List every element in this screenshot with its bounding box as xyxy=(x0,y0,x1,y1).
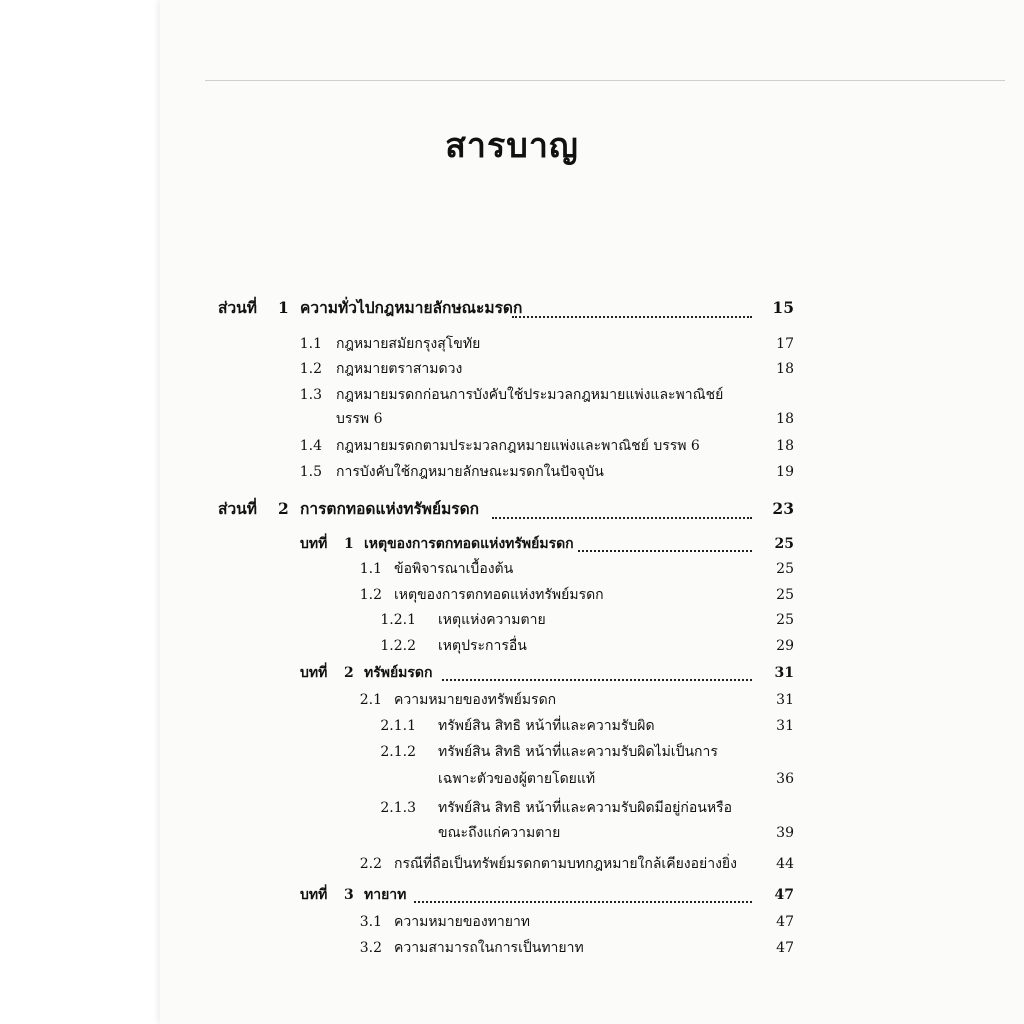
toc-page: 25 xyxy=(776,612,794,628)
toc-number: 2.2 xyxy=(359,856,382,872)
toc-title: ความหมายของทายาท xyxy=(394,914,531,930)
chapter-number: 2 xyxy=(344,665,354,681)
toc-title: ทรัพย์สิน สิทธิ หน้าที่และความรับผิดไม่เป็นการ xyxy=(438,744,718,760)
toc-title: กฎหมายสมัยกรุงสุโขทัย xyxy=(336,336,481,352)
toc-number: 1.4 xyxy=(299,438,322,454)
toc-title-cont: บรรพ 6 xyxy=(336,411,383,427)
toc-page: 31 xyxy=(776,692,794,708)
page-title: สารบาญ xyxy=(445,126,579,166)
header-rule xyxy=(205,80,1005,81)
toc-title: กฎหมายมรดกก่อนการบังคับใช้ประมวลกฎหมายแพ่งและพาณิชย์ xyxy=(336,387,724,403)
section-page: 23 xyxy=(772,499,794,518)
toc-page: 47 xyxy=(776,940,794,956)
toc-title-cont: ขณะถึงแก่ความตาย xyxy=(438,825,561,841)
toc-title: ความสามารถในการเป็นทายาท xyxy=(394,940,584,956)
toc-title: เหตุของการตกทอดแห่งทรัพย์มรดก xyxy=(394,587,604,603)
toc-title: ทรัพย์สิน สิทธิ หน้าที่และความรับผิดมีอยู่ก่อนหรือ xyxy=(438,800,732,816)
chapter-title: เหตุของการตกทอดแห่งทรัพย์มรดก xyxy=(364,536,574,552)
toc-number: 1.2 xyxy=(359,587,382,603)
chapter-number: 1 xyxy=(344,536,354,552)
section-title: ความทั่วไปกฎหมายลักษณะมรดก xyxy=(300,298,523,317)
toc-title: กฎหมายตราสามดวง xyxy=(336,361,463,377)
chapter-page: 25 xyxy=(774,536,794,552)
toc-page: 36 xyxy=(776,771,794,787)
toc-number: 2.1.2 xyxy=(380,744,416,760)
chapter-title: ทรัพย์มรดก xyxy=(364,665,433,681)
toc-page: 18 xyxy=(776,438,794,454)
toc-title: ข้อพิจารณาเบื้องต้น xyxy=(394,561,514,577)
leader-dots xyxy=(414,901,752,903)
toc-number: 1.2 xyxy=(299,361,322,377)
toc-number: 1.2.2 xyxy=(380,638,416,654)
section-number: 2 xyxy=(278,499,289,518)
toc-number: 1.1 xyxy=(299,336,322,352)
chapter-page: 47 xyxy=(774,887,794,903)
toc-number: 2.1.3 xyxy=(380,800,416,816)
toc-title: ทรัพย์สิน สิทธิ หน้าที่และความรับผิด xyxy=(438,718,655,734)
toc-page: 39 xyxy=(776,825,794,841)
toc-title: กรณีที่ถือเป็นทรัพย์มรดกตามบทกฎหมายใกล้เคียงอย่างยิ่ง xyxy=(394,856,737,872)
toc-page: 31 xyxy=(776,718,794,734)
leader-dots xyxy=(442,679,752,681)
section-title: การตกทอดแห่งทรัพย์มรดก xyxy=(300,499,480,518)
leader-dots xyxy=(512,316,752,318)
leader-dots xyxy=(578,550,752,552)
toc-number: 1.2.1 xyxy=(380,612,416,628)
toc-page: 25 xyxy=(776,587,794,603)
toc-page: 29 xyxy=(776,638,794,654)
toc-number: 1.1 xyxy=(359,561,382,577)
toc-page: 18 xyxy=(776,361,794,377)
toc-number: 1.5 xyxy=(299,464,322,480)
toc-page: 44 xyxy=(776,856,794,872)
chapter-number: 3 xyxy=(344,887,354,903)
chapter-label: บทที่ xyxy=(300,536,328,552)
toc-number: 2.1 xyxy=(359,692,382,708)
toc-page: 47 xyxy=(776,914,794,930)
toc-page: 18 xyxy=(776,411,794,427)
chapter-label: บทที่ xyxy=(300,665,328,681)
toc-title-cont: เฉพาะตัวของผู้ตายโดยแท้ xyxy=(438,771,596,787)
leader-dots xyxy=(492,517,752,519)
toc-number: 2.1.1 xyxy=(380,718,416,734)
chapter-title: ทายาท xyxy=(364,887,407,903)
toc-title: เหตุแห่งความตาย xyxy=(438,612,546,628)
toc-title: การบังคับใช้กฎหมายลักษณะมรดกในปัจจุบัน xyxy=(336,464,604,480)
section-label: ส่วนที่ xyxy=(218,298,257,317)
toc-number: 3.1 xyxy=(359,914,382,930)
toc-number: 3.2 xyxy=(359,940,382,956)
toc-number: 1.3 xyxy=(299,387,322,403)
toc-title: กฎหมายมรดกตามประมวลกฎหมายแพ่งและพาณิชย์ บรรพ 6 xyxy=(336,438,700,454)
toc-page: 17 xyxy=(776,336,794,352)
toc-title: ความหมายของทรัพย์มรดก xyxy=(394,692,557,708)
section-page: 15 xyxy=(772,298,794,317)
toc-page: 19 xyxy=(776,464,794,480)
chapter-label: บทที่ xyxy=(300,887,328,903)
section-number: 1 xyxy=(278,298,289,317)
chapter-page: 31 xyxy=(774,665,794,681)
toc-page: 25 xyxy=(776,561,794,577)
toc-title: เหตุประการอื่น xyxy=(438,638,527,654)
section-label: ส่วนที่ xyxy=(218,499,257,518)
